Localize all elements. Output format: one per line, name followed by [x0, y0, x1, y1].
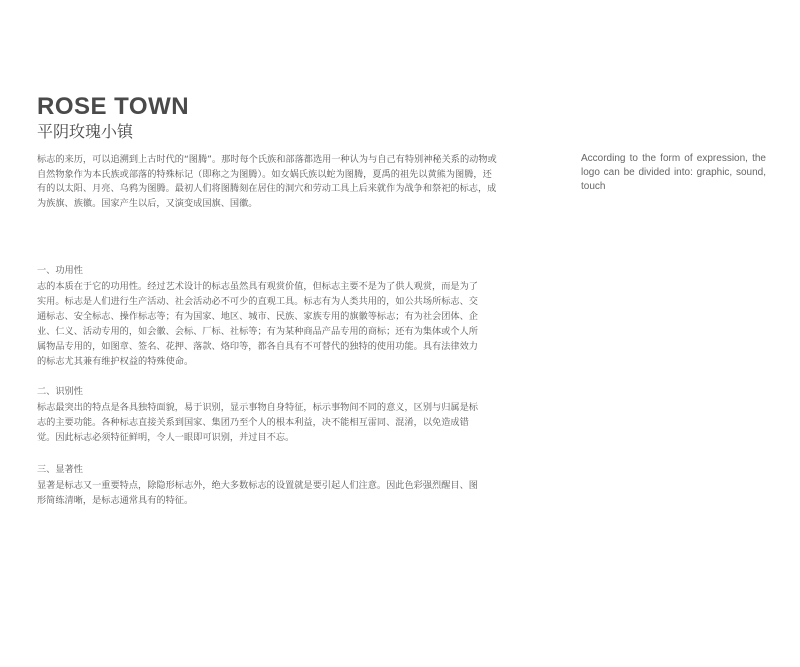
page-title-zh: 平阴玫瑰小镇 — [37, 122, 134, 141]
section-prominence — [37, 462, 487, 508]
side-note: According to the form of expression, the logo can be divided into: graphic, sound, touch — [581, 153, 766, 192]
section-body: 志的本质在于它的功用性。经过艺术设计的标志虽然具有观赏价值，但标志主要不是为了供人观赏，而是为了实用。标志是人们进行生产活动、社会活动必不可少的直观工具。标志有为人类共用的，如公共场所标志、交通标志、安全标志、操作标志等；有为国家、地区、城市、民族、家族专用的旗徽等标志；有为社会团体、企业、仁义、活动专用的，如会徽、会标、厂标、社标等；有为某种商品产品专用的商标；还有为集体或个人所属物品专用的，如图章、签名、花押、落款、烙印等，都各自具有不可替代的独特的使用功能。具有法律效力的标志尤其兼有维护权益的特殊使命。 — [37, 281, 478, 367]
section-body: 显著是标志又一重要特点，除隐形标志外，绝大多数标志的设置就是要引起人们注意。因此色彩强烈醒目、图形简练清晰，是标志通常具有的特征。 — [37, 480, 478, 506]
section-recognizability — [37, 384, 487, 445]
section-body: 标志最突出的特点是各具独特面貌，易于识别，显示事物自身特征，标示事物间不同的意义，区别与归属是标志的主要功能。各种标志直接关系到国家、集团乃至个人的根本利益，决不能相互雷同、混淆，以免造成错觉。因此标志必须特征鲜明，令人一眼即可识别，并过目不忘。 — [37, 402, 478, 443]
section-heading: 一、功用性 — [37, 265, 83, 276]
intro-paragraph: 标志的来历，可以追溯到上古时代的“图腾”。那时每个氏族和部落都选用一种认为与自己有特别神秘关系的动物或自然物象作为本氏族或部落的特殊标记（即称之为图腾）。如女娲氏族以蛇为图腾，夏禹的祖先以黄熊为图腾，还有的以太阳、月亮、乌鸦为图腾。最初人们将图腾刻在居住的洞穴和劳动工具上后来就作为战争和祭祀的标志，成为族旗、族徽。国家产生以后，又演变成国旗、国徽。 — [37, 154, 497, 209]
section-functionality — [37, 263, 487, 369]
section-heading: 三、显著性 — [37, 464, 83, 475]
page-title-en: ROSE TOWN — [37, 93, 190, 120]
section-heading: 二、识别性 — [37, 386, 83, 397]
